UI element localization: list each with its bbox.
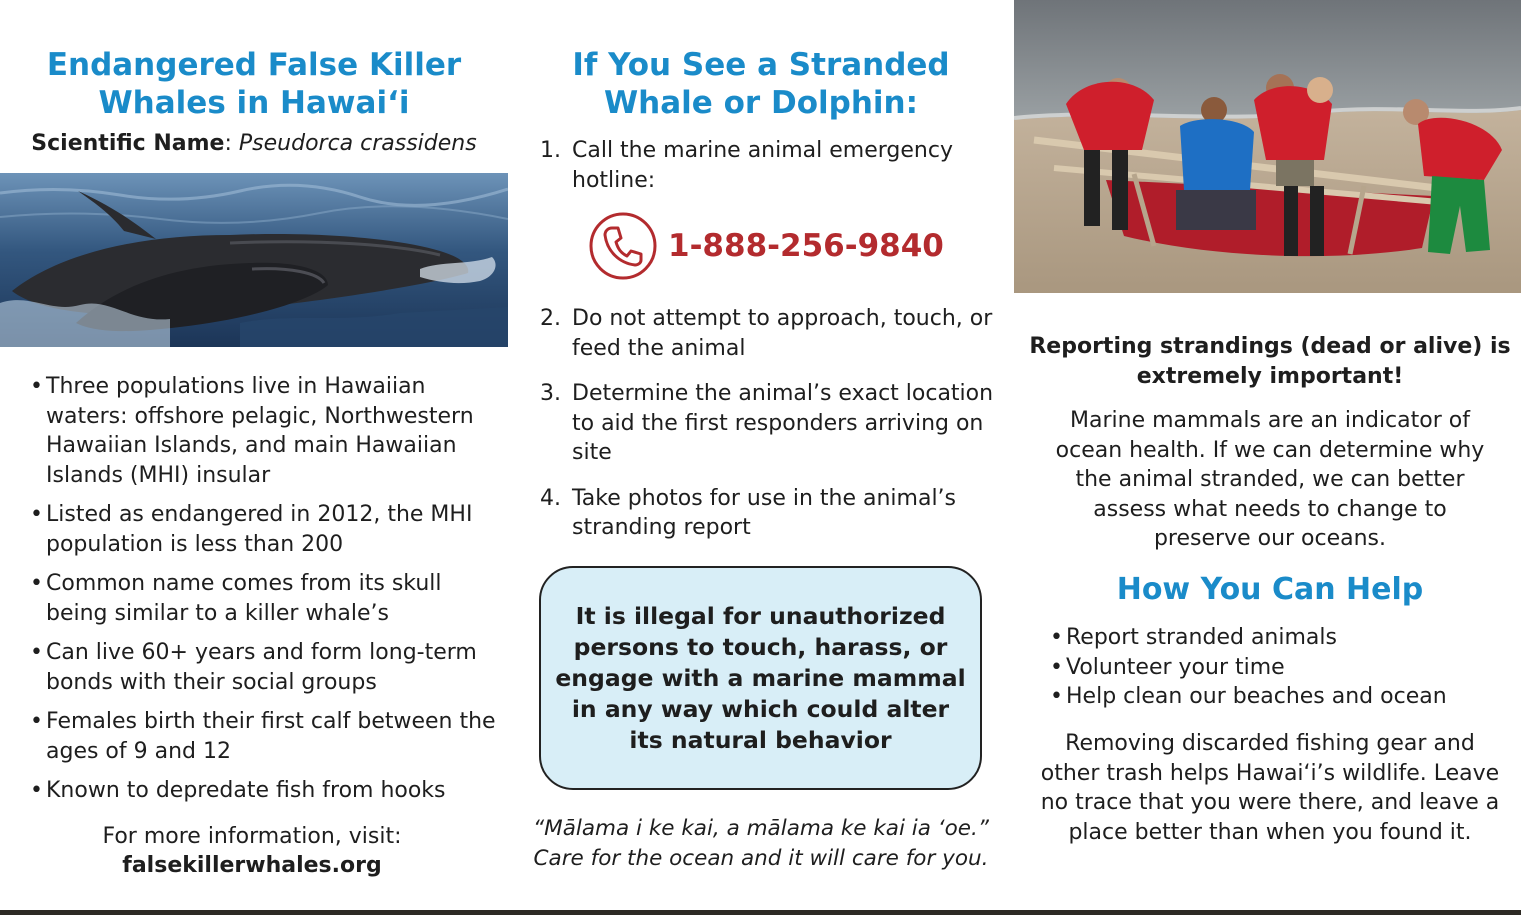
list-item: • Listed as endangered in 2012, the MHI population is less than 200 xyxy=(30,500,500,559)
stranding-rescue-photo xyxy=(1014,0,1521,293)
step-number: 4. xyxy=(540,485,561,511)
list-item: • Females birth their first calf between the ages of 9 and 12 xyxy=(30,707,500,766)
title-line-1: If You See a Stranded xyxy=(572,47,950,83)
step-number: 2. xyxy=(540,306,561,331)
hotline-number[interactable]: 1-888-256-9840 xyxy=(668,228,944,264)
step-text: Determine the animal’s exact location to aid the first responders arriving on site xyxy=(572,381,994,465)
step-item xyxy=(540,379,1000,468)
title-line-2: Whale or Dolphin: xyxy=(603,85,918,121)
rescue-photo-illustration xyxy=(1014,0,1521,293)
more-info xyxy=(0,822,504,880)
scientific-name-separator: : xyxy=(224,131,239,156)
bottom-border xyxy=(0,910,1521,915)
whale-facts-list xyxy=(30,372,500,816)
hotline xyxy=(588,211,944,281)
step-item xyxy=(540,484,1000,543)
reporting-text: Marine mammals are an indicator of ocean health. If we can determine why the animal stranded, we can better assess what needs to change to preserve our oceans. xyxy=(1055,408,1485,551)
step-text: Call the marine animal emergency hotline: xyxy=(572,138,953,193)
step-item xyxy=(540,304,1000,363)
step-item xyxy=(540,136,1000,195)
list-item: • Report stranded animals xyxy=(1050,623,1510,653)
scientific-name xyxy=(0,131,508,156)
whale-photo-illustration xyxy=(0,173,508,347)
false-killer-whale-photo xyxy=(0,173,508,347)
list-item: • Help clean our beaches and ocean xyxy=(1050,682,1510,712)
help-text: Removing discarded fishing gear and other trash helps Hawai‘i’s wildlife. Leave no trace that you were there, and leave a place better than when you found it. xyxy=(1040,731,1500,845)
step-text: Do not attempt to approach, touch, or feed the animal xyxy=(572,306,993,361)
proverb-english: Care for the ocean and it will care for you. xyxy=(533,846,989,871)
website-link[interactable]: falsekillerwhales.org xyxy=(122,853,382,878)
list-item: • Common name comes from its skull being similar to a killer whale’s xyxy=(30,569,500,628)
scientific-name-label: Scientific Name xyxy=(31,131,225,156)
list-item: • Volunteer your time xyxy=(1050,653,1510,683)
step-text: Take photos for use in the animal’s stranding report xyxy=(572,485,957,540)
legal-warning-box xyxy=(539,566,982,790)
steps-list-continued xyxy=(540,304,1000,559)
list-item: • Known to depredate fish from hooks xyxy=(30,776,500,806)
list-item: • Can live 60+ years and form long-term bonds with their social groups xyxy=(30,638,500,697)
reporting-heading: Reporting strandings (dead or alive) is extremely important! xyxy=(1029,334,1511,389)
section-title xyxy=(508,46,1014,122)
title-line-1: Endangered False Killer xyxy=(46,47,462,83)
hawaiian-proverb xyxy=(508,814,1014,874)
scientific-name-value: Pseudorca crassidens xyxy=(238,131,477,156)
help-title: How You Can Help xyxy=(1116,572,1424,607)
more-info-label: For more information, visit: xyxy=(102,824,402,849)
list-item: • Three populations live in Hawaiian waters: offshore pelagic, Northwestern Hawaiian Islands, and main Hawaiian Islands (MHI) insular xyxy=(30,372,500,490)
legal-warning-text: It is illegal for unauthorized persons to touch, harass, or engage with a marine mammal in any way which could alter its natural behavior xyxy=(555,601,966,754)
step-number: 1. xyxy=(540,138,561,163)
help-list xyxy=(1050,623,1510,712)
proverb-hawaiian: “Mālama i ke kai, a mālama ke kai ia ‘oe.” xyxy=(533,816,989,841)
steps-list xyxy=(540,136,1000,195)
phone-icon xyxy=(588,211,658,281)
step-number: 3. xyxy=(540,381,561,406)
title-line-2: Whales in Hawai‘i xyxy=(98,85,410,121)
page-title xyxy=(0,46,508,122)
